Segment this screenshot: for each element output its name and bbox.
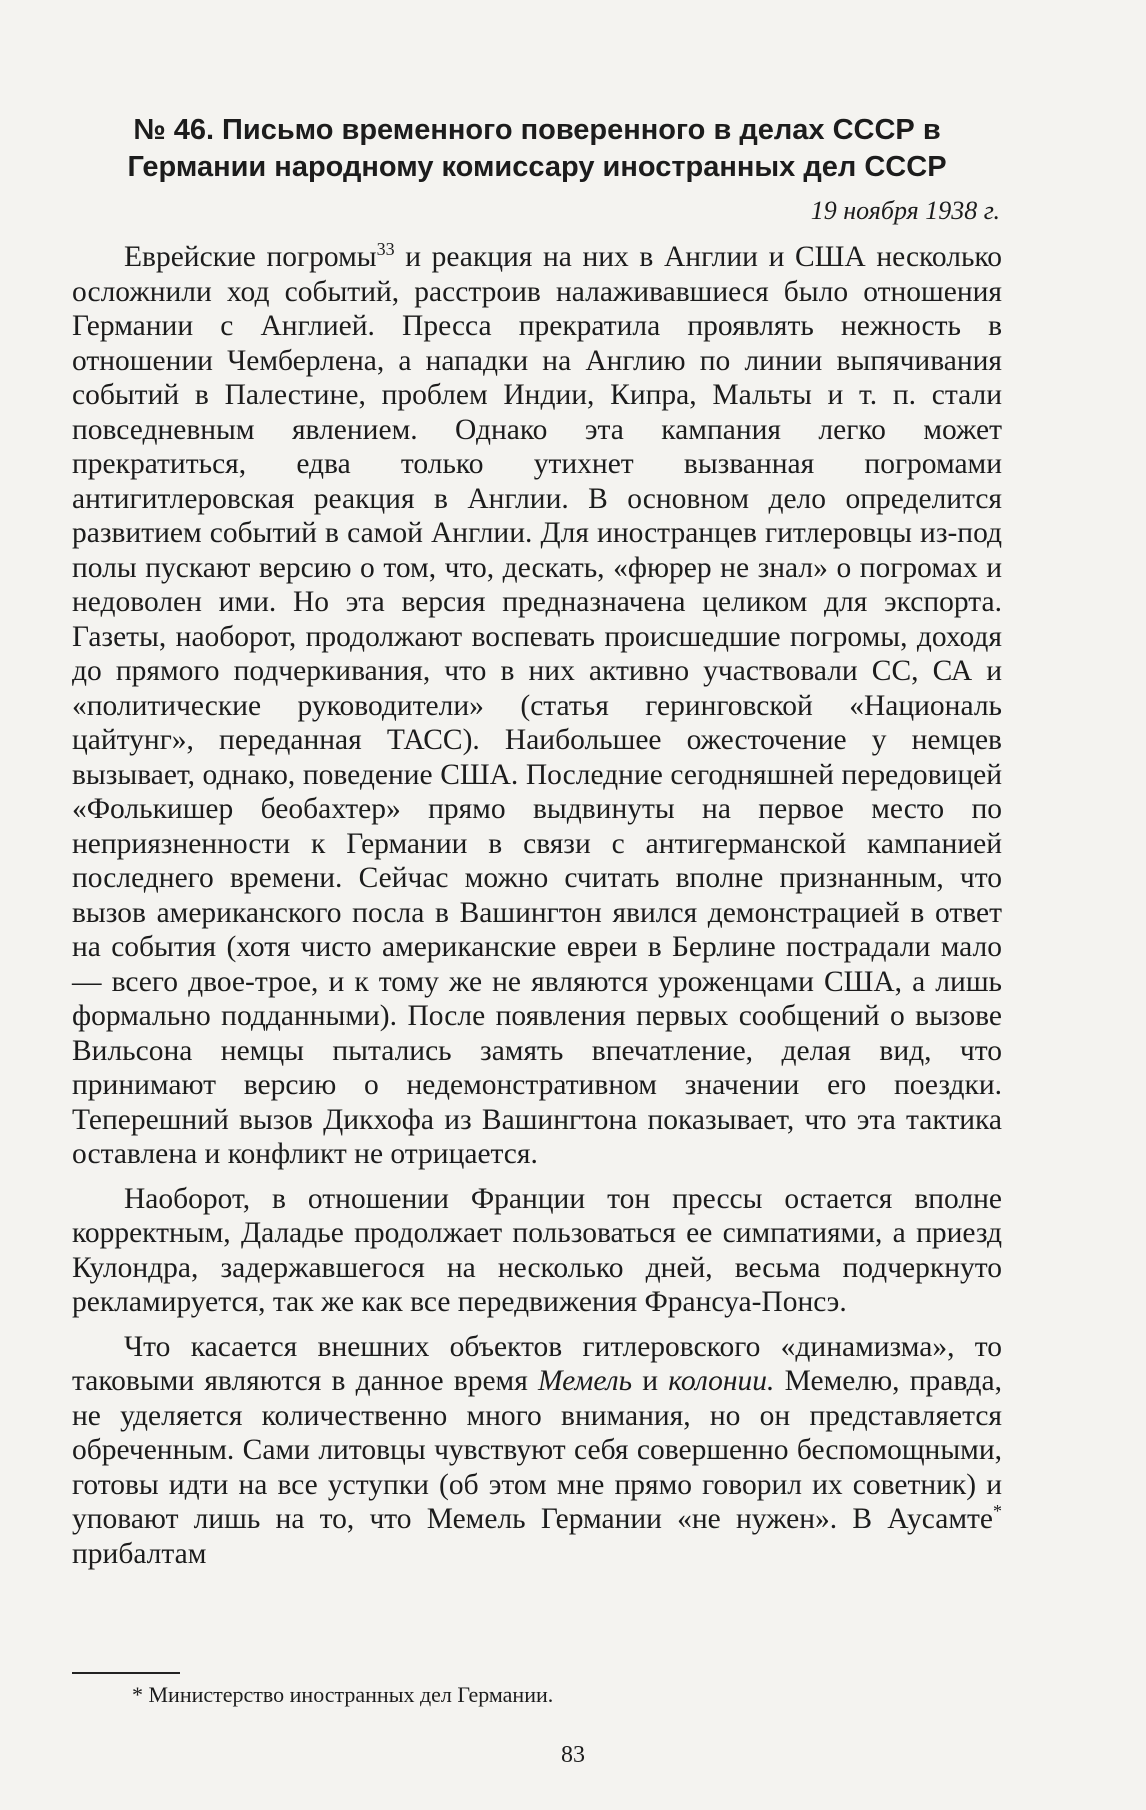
emphasis-colonies: колонии.: [668, 1365, 775, 1397]
document-title: Письмо временного поверенного в делах СССР в Германии народному комиссару иностранных дел СССР: [127, 114, 947, 183]
paragraph-1: [72, 240, 1002, 1172]
paragraph-3-text-b: и: [632, 1365, 669, 1397]
paragraph-1-text-b: и реакция на них в Англии и США несколько осложнили ход событий, расстроив налаживавшиеся было отношения Германии с Англией. Пресса прекратила проявлять нежность в отношении Чемберлена, а нападки на Англию по линии выпячивания событий в Палестине, проблем Индии, Кипра, Мальты и т. п. стали повседневным явлением. Однако эта кампания легко может прекратиться, едва только утихнет вызванная погромами антигитлеровская реакция в Англии. В основном дело определится развитием событий в самой Англии. Для иностранцев гитлеровцы из-под полы пускают версию о том, что, дескать, «фюрер не знал» о погромах и недоволен ими. Но эта версия предназначена целиком для экспорта. Газеты, наоборот, продолжают воспевать происшедшие погромы, доходя до прямого подчеркивания, что в них активно участвовали СС, СА и «политические руководители» (статья геринговской «Националь цайтунг», переданная ТАСС). Наибольшее ожесточение у немцев вызывает, однако, поведение США. Последние сегодняшней передовицей «Фолькишер беобахтер» прямо выдвинуты на первое место по неприязненности к Германии в связи с антигерманской кампанией последнего времени. Сейчас можно считать вполне признанным, что вызов американского посла в Вашингтон явился демонстрацией в ответ на события (хотя чисто американские евреи в Берлине пострадали мало — всего двое-трое, и к тому же не являются уроженцами США, а лишь формально подданными). После появления первых сообщений о вызове Вильсона немцы пытались замять впечатление, делая вид, что принимают версию о недемонстративном значении его поездки. Теперешний вызов Дикхофа из Вашингтона показывает, что эта тактика оставлена и конфликт не отрицается.: [72, 241, 1003, 1170]
footnote-divider: [72, 1672, 180, 1674]
paragraph-3-text-a: Что касается внешних объектов гитлеровского «динамизма», то таковыми являются в данное время: [72, 1330, 1002, 1397]
footnote-marker: *: [993, 1501, 1002, 1522]
footnote-reference-33: 33: [376, 239, 395, 260]
document-heading: [72, 112, 1002, 186]
paragraph-3: [72, 1330, 1002, 1572]
paragraph-2: Наоборот, в отношении Франции тон прессы остается вполне корректным, Даладье продолжает пользоваться ее симпатиями, а приезд Кулондра, задержавшегося на несколько дней, весьма подчеркнуто рекламируется, так же как все передвижения Франсуа-Понсэ.: [72, 1182, 1002, 1318]
emphasis-memel: Мемель: [538, 1365, 633, 1397]
document-number: № 46.: [133, 114, 215, 146]
footnote: * Министерство иностранных дел Германии.: [132, 1682, 554, 1707]
document-body: [72, 240, 1002, 1571]
document-date: 19 ноября 1938 г.: [810, 196, 1000, 225]
paragraph-1-text-a: Еврейские погромы: [124, 241, 377, 273]
paragraph-3-text-c: Мемелю, правда, не уделяется количественно много внимания, но он представляется обреченным. Сами литовцы чувствуют себя совершенно беспомощными, готовы идти на все уступки (об этом мне прямо говорил их советник) и уповают лишь на то, что Мемель Германии «не нужен». В Аусамте: [72, 1365, 1003, 1535]
page-number: 83: [561, 1742, 585, 1768]
paragraph-3-text-d: прибалтам: [72, 1537, 207, 1570]
